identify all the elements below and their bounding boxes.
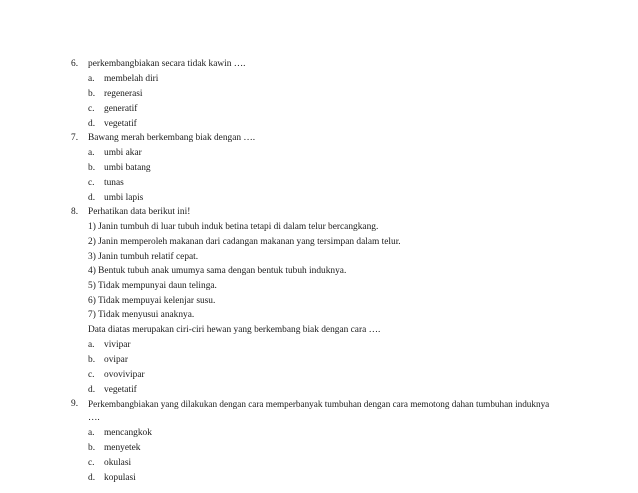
statement-item: 5) Tidak mempunyai daun telinga. [88, 281, 217, 291]
option-text: tunas [104, 178, 124, 188]
statement-item: 3) Janin tumbuh relatif cepat. [88, 252, 199, 262]
option-letter: a. [88, 148, 95, 158]
question-text: Perhatikan data berikut ini! [88, 207, 191, 217]
option-text: generatif [104, 104, 138, 114]
option-letter: b. [88, 89, 96, 99]
question-text: perkembangbiakan secara tidak kawin …. [88, 59, 246, 69]
option-letter: c. [88, 458, 95, 468]
option-text: umbi akar [104, 148, 142, 158]
option-text: kopulasi [104, 473, 136, 483]
statement-item: 6) Tidak mempuyai kelenjar susu. [88, 296, 216, 306]
option-letter: c. [88, 178, 95, 188]
question-continuation: …. [88, 413, 100, 423]
option-text: umbi lapis [104, 193, 144, 203]
option-text: membelah diri [104, 74, 159, 84]
option-letter: b. [88, 443, 96, 453]
option-letter: a. [88, 340, 95, 350]
question-text: Bawang merah berkembang biak dengan …. [88, 133, 256, 143]
statement-item: 1) Janin tumbuh di luar tubuh induk betina tetapi di dalam telur bercangkang. [88, 222, 379, 232]
option-letter: a. [88, 428, 95, 438]
question-number: 8. [71, 207, 79, 217]
option-letter: d. [88, 193, 96, 203]
statement-item: 7) Tidak menyusui anaknya. [88, 310, 195, 320]
question-prompt: Data diatas merupakan ciri-ciri hewan yang berkembang biak dengan cara …. [88, 325, 381, 335]
option-text: menyetek [104, 443, 141, 453]
option-text: umbi batang [104, 163, 151, 173]
question-text: Perkembangbiakan yang dilakukan dengan cara memperbanyak tumbuhan dengan cara memotong dahan tumbuhan induknya [88, 399, 550, 409]
question-number: 9. [71, 399, 79, 409]
statement-item: 4) Bentuk tubuh anak umumya sama dengan bentuk tubuh induknya. [88, 266, 347, 276]
option-letter: c. [88, 104, 95, 114]
option-text: vegetatif [104, 385, 137, 395]
statement-item: 2) Janin memperoleh makanan dari cadangan makanan yang tersimpan dalam telur. [88, 237, 401, 247]
option-letter: b. [88, 163, 96, 173]
option-letter: a. [88, 74, 95, 84]
option-text: okulasi [104, 458, 132, 468]
option-text: ovovivipar [104, 370, 145, 380]
option-text: vivipar [104, 340, 131, 350]
option-letter: b. [88, 355, 96, 365]
option-letter: d. [88, 385, 96, 395]
option-letter: d. [88, 473, 96, 483]
option-text: vegetatif [104, 119, 137, 129]
option-text: regenerasi [104, 89, 143, 99]
option-text: mencangkok [104, 428, 152, 438]
question-number: 7. [71, 133, 79, 143]
option-letter: d. [88, 119, 96, 129]
option-letter: c. [88, 370, 95, 380]
option-text: ovipar [104, 355, 128, 365]
question-number: 6. [71, 59, 79, 69]
